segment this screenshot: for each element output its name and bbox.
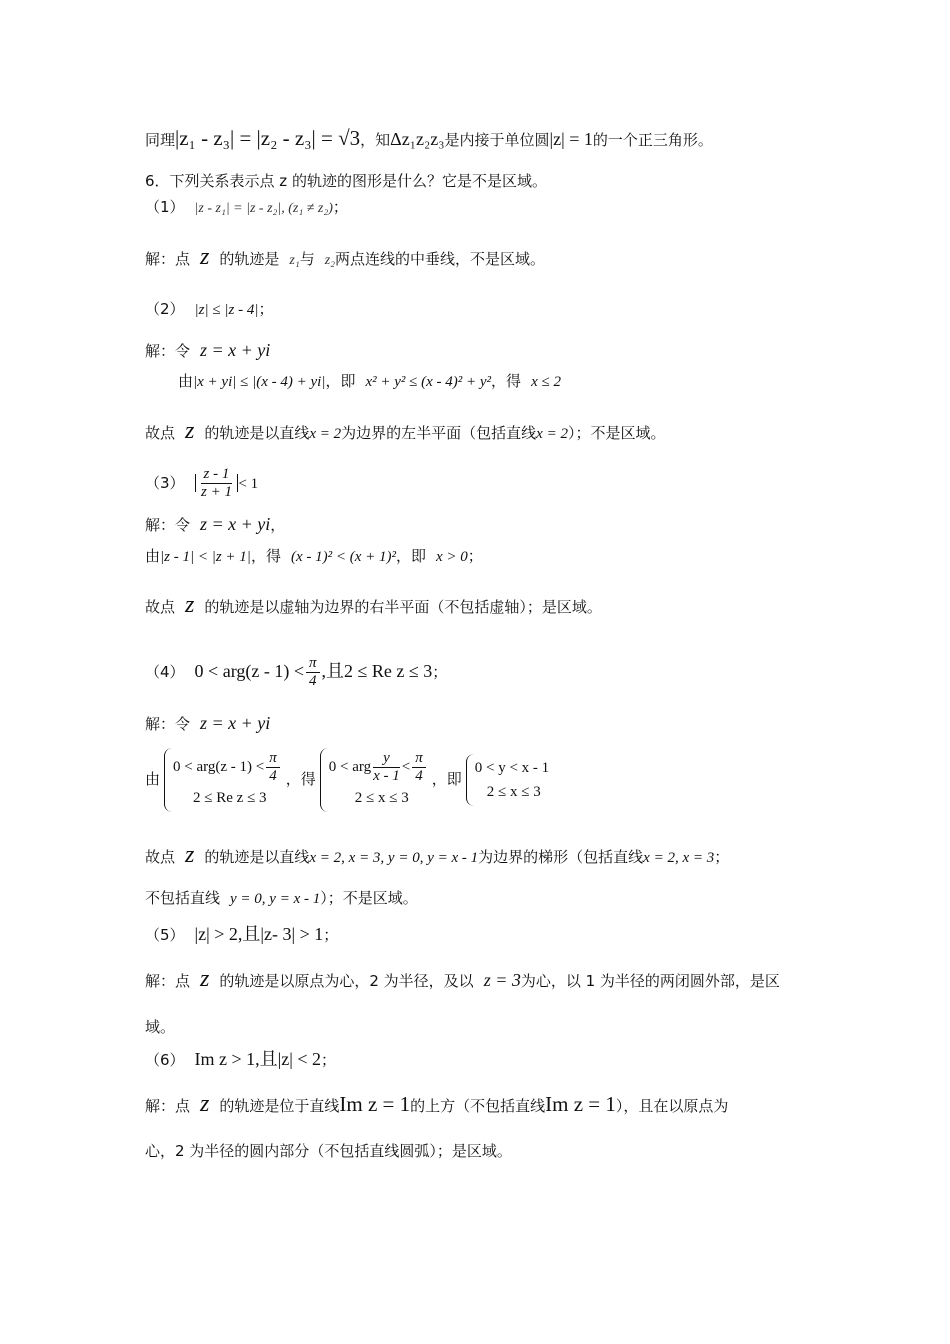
conclusion-formula: y = 0, y = x - 1: [230, 891, 321, 907]
let-label: 解：令: [145, 342, 191, 360]
variable-z: z: [200, 1091, 210, 1117]
item-5-solution-cont: 域。: [145, 1018, 176, 1036]
conclusion-text: 的轨迹是以直线: [204, 848, 310, 866]
condition-formula: |z| ≤ |z - 4|: [194, 302, 259, 318]
variable-z: z: [185, 842, 195, 868]
pi-over-4: [306, 655, 320, 691]
item-end: ；: [323, 926, 339, 944]
intro-triangle: Δz₁z₂z₃: [390, 129, 445, 149]
variable-z1: z₁: [289, 253, 300, 268]
conclusion-formula: x = 2, x = 3: [643, 850, 715, 866]
item-5-solution: [145, 966, 810, 993]
condition-formula: 0 < arg(z - 1) <: [194, 660, 304, 681]
denominator: 4: [308, 673, 317, 690]
item-3-let: [145, 514, 810, 535]
system-row: 2 ≤ x ≤ 3: [354, 789, 409, 806]
item-6-solution-cont: 心，2 为半径的圆内部分（不包括直线圆弧）；是区域。: [145, 1142, 512, 1160]
let-label: 解：令: [145, 516, 191, 534]
conclusion-formula: x = 2: [309, 426, 342, 442]
less-than: <: [401, 759, 411, 776]
condition-formula: ,且2 ≤ Re z ≤ 3: [321, 660, 433, 681]
solution-text: 的上方（不包括直线: [410, 1097, 546, 1115]
item-3-condition: [145, 466, 810, 502]
conclusion-formula: x = 2, x = 3, y = 0, y = x - 1: [309, 850, 479, 866]
solution-text: 的轨迹是位于直线: [219, 1097, 340, 1115]
numerator: z - 1: [201, 466, 233, 484]
solution-text: 解：点: [145, 972, 191, 990]
derivation-formula: (x - 1)² < (x + 1)²: [290, 549, 396, 565]
item-4-let: [145, 713, 810, 734]
solution-text: ），且在以原点为: [615, 1097, 729, 1115]
denominator: x - 1: [373, 768, 400, 785]
conclusion-text: 故点: [145, 848, 176, 866]
question-6-title: 6．下列关系表示点 z 的轨迹的图形是什么？它是不是区域。: [145, 172, 547, 190]
intro-prefix: 同理: [145, 131, 176, 149]
item-end: ；: [432, 662, 448, 681]
conclusion-formula: x = 2: [536, 426, 568, 442]
item-2-condition: [145, 298, 810, 319]
item-3-conclusion: [145, 592, 810, 619]
condition-formula: |z| > 2,且|z- 3| > 1: [194, 924, 324, 944]
conclusion-text: 为边界的梯形（包括直线: [478, 848, 644, 866]
condition-rhs: < 1: [238, 475, 259, 492]
solution-text: 解：点: [145, 1097, 191, 1115]
derivation-text: 由: [178, 372, 194, 390]
item-number: （1）: [145, 198, 185, 216]
item-number: （2）: [145, 300, 185, 318]
item-number: （6）: [145, 1051, 185, 1069]
solution-formula: Im z = 1: [339, 1092, 411, 1116]
item-number: （3）: [145, 473, 185, 492]
item-4-systems: [145, 748, 810, 812]
numerator: y: [373, 750, 400, 768]
system-row: 2 ≤ x ≤ 3: [486, 783, 541, 800]
variable-z: z: [200, 244, 210, 270]
numerator: π: [266, 750, 280, 768]
derivation-formula: |x + yi| ≤ |(x - 4) + yi|: [193, 374, 326, 390]
item-4-conclusion: [145, 842, 810, 869]
intro-circle: |z| = 1: [549, 129, 593, 149]
solution-text: 与: [299, 250, 315, 268]
system-3: [466, 754, 549, 806]
let-formula: z = x + yi: [200, 713, 271, 733]
fraction: [201, 466, 233, 502]
let-end: ，: [270, 516, 286, 534]
numerator: π: [412, 750, 426, 768]
item-number: （4）: [145, 662, 185, 681]
solution-text: 的轨迹是以原点为心，2 为半径，及以: [219, 972, 474, 990]
condition-formula: |z - z₁| = |z - z₂|, (z₁ ≠ z₂): [194, 201, 333, 216]
let-formula: z = x + yi: [200, 340, 271, 360]
derivation-text: ，即: [431, 769, 462, 788]
derivation-text: ，即: [395, 547, 426, 565]
variable-z: z: [185, 592, 195, 618]
intro-suffix2: 的一个正三角形。: [592, 131, 713, 149]
denominator: z + 1: [200, 484, 232, 501]
derivation-formula: x² + y² ≤ (x - 4)² + y²: [365, 374, 492, 390]
conclusion-text: 为边界的左半平面（包括直线: [341, 424, 537, 442]
derivation-text: 由: [145, 547, 161, 565]
conclusion-text: 的轨迹是以虚轴为边界的右半平面（不包括虚轴）；是区域。: [204, 598, 602, 616]
item-end: ；: [258, 300, 274, 318]
condition-formula: Im z > 1,且|z| < 2: [194, 1049, 322, 1069]
intro-mid: ，知: [360, 131, 391, 149]
system-1: [164, 748, 282, 812]
item-6-solution: [145, 1091, 810, 1118]
variable-z: z: [200, 966, 210, 992]
variable-z: z: [185, 418, 195, 444]
item-number: （5）: [145, 926, 185, 944]
item-1-solution: [145, 244, 810, 271]
denominator: 4: [269, 768, 277, 785]
item-end: ；: [467, 547, 483, 565]
derivation-text: 由: [145, 769, 161, 788]
let-label: 解：令: [145, 715, 191, 733]
solution-formula: z = 3: [483, 970, 521, 990]
derivation-formula: x > 0: [436, 549, 468, 565]
abs-fraction: [195, 466, 239, 501]
derivation-text: ，得: [285, 769, 316, 788]
solution-text: 为心，以 1 为半径的两闭圆外部，是区: [520, 972, 780, 990]
system-2: [320, 748, 428, 812]
item-4-conclusion-2: [145, 887, 810, 908]
derivation-formula: |z - 1| < |z + 1|: [160, 549, 251, 565]
derivation-text: ，得: [491, 372, 522, 390]
system-row: 0 < y < x - 1: [474, 759, 550, 776]
item-2-let: [145, 340, 810, 361]
numerator: π: [306, 655, 320, 673]
intro-suffix1: 是内接于单位圆: [444, 131, 550, 149]
y-over-x-minus-1: [373, 750, 400, 786]
intro-formula: |z₁ - z₃| = |z₂ - z₃| = √3: [175, 126, 361, 150]
system-row: 0 < arg: [328, 759, 372, 776]
item-1-condition: [145, 196, 810, 217]
let-formula: z = x + yi: [200, 514, 271, 534]
item-2-conclusion: [145, 418, 810, 445]
derivation-text: ，得: [250, 547, 281, 565]
conclusion-text: 不包括直线: [145, 889, 221, 907]
item-4-condition: [145, 655, 810, 691]
solution-formula: Im z = 1: [545, 1092, 616, 1116]
conclusion-text: ）；不是区域。: [320, 889, 418, 907]
solution-text: 两点连线的中垂线，不是区域。: [335, 250, 546, 268]
item-end: ；: [321, 1051, 337, 1069]
intro-line: [145, 126, 810, 151]
item-3-derivation: [145, 545, 810, 566]
solution-text: 的轨迹是: [219, 250, 280, 268]
system-row: 2 ≤ Re z ≤ 3: [193, 789, 267, 806]
denominator: 4: [415, 768, 423, 785]
item-5-condition: [145, 920, 810, 946]
pi-over-4: [266, 750, 280, 786]
item-end: ；: [332, 198, 348, 216]
solution-text: 解：点: [145, 250, 191, 268]
derivation-text: ，即: [325, 372, 356, 390]
conclusion-text: ）；不是区域。: [567, 424, 666, 442]
item-2-derivation: [178, 370, 810, 391]
derivation-formula: x ≤ 2: [531, 374, 561, 390]
pi-over-4: [412, 750, 426, 786]
conclusion-text: ；: [714, 848, 730, 866]
item-6-condition: [145, 1045, 810, 1071]
variable-z2: z₂: [324, 253, 336, 268]
system-row: 0 < arg(z - 1) <: [173, 759, 265, 776]
conclusion-text: 故点: [145, 598, 176, 616]
conclusion-text: 的轨迹是以直线: [204, 424, 310, 442]
conclusion-text: 故点: [145, 424, 176, 442]
